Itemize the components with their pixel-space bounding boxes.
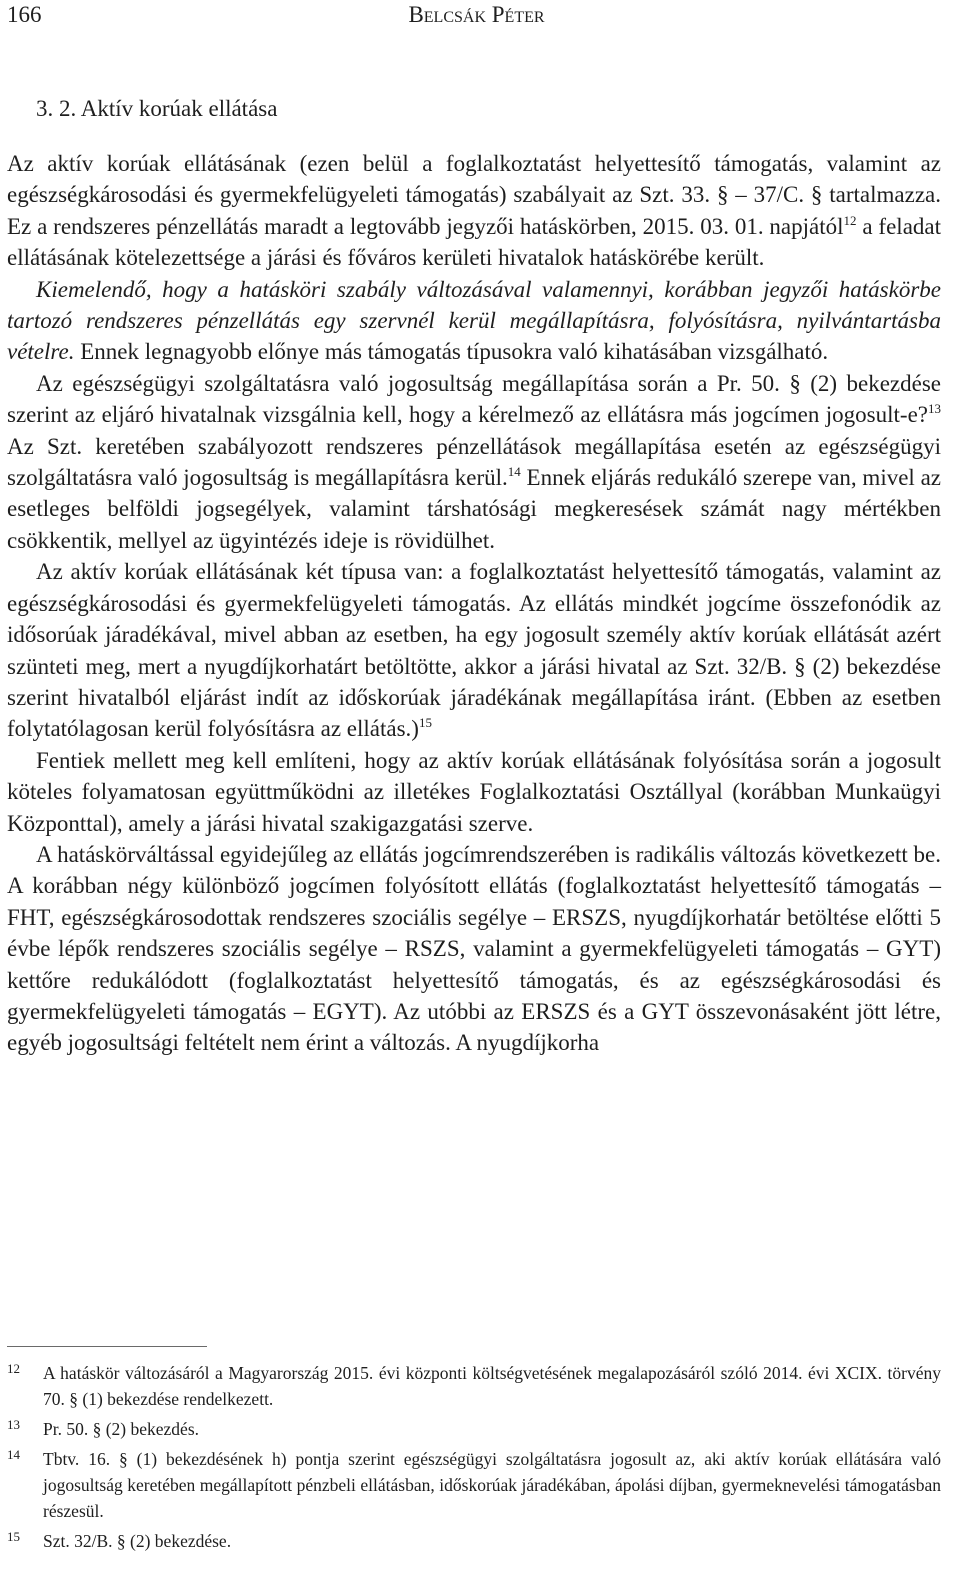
footnote-ref-15[interactable]: 15: [418, 715, 432, 731]
section-heading: 3. 2. Aktív korúak ellátása: [36, 96, 278, 121]
footnote-text: Pr. 50. § (2) bekezdés.: [43, 1419, 200, 1439]
author-name: Belcsák Péter: [408, 2, 545, 27]
paragraph-3-text-a: Az egészségügyi szolgáltatásra való jogosultság megállapítása során a Pr. 50. § (2) bekezdése szerint az eljáró hivatalnak vizsgálnia kell, hogy a kérelmező az ellátásra más jogcímen jogosult-e?: [7, 370, 941, 428]
paragraph-3-text-b: Az Szt. keretében szabályozott rendszeres pénzellátások megállapítása esetén az egészségügyi szolgáltatásra való jogosultság is megállapításra kerül.: [7, 433, 941, 491]
footnote-15: [7, 1528, 941, 1554]
footnote-text: A hatáskör változásáról a Magyarország 2015. évi központi költségvetésének megalapozásáról szóló 2014. évi XCIX. törvény 70. § (1) bekezdése rendelkezett.: [43, 1363, 941, 1409]
paragraph-1: [7, 148, 941, 274]
footnote-separator: [7, 1346, 207, 1347]
footnote-text: Szt. 32/B. § (2) bekezdése.: [43, 1531, 232, 1551]
paragraph-6: A hatáskörváltással egyidejűleg az ellátás jogcímrendszerében is radikális változás következett be. A korábban négy különböző jogcímen folyósított ellátás (foglalkoztatást helyettesítő támogatás – FHT, egészségkárosodottak rendszeres szociális segélye – ERSZS, nyugdíjkorhatár betöltése előtti 5 évbe lépők rendszeres szociális segélye – RSZS, valamint a gyermekfelügyeleti támogatás – GYT) kettőre redukálódott (foglalkoztatást helyettesítő támogatás, és az egészségkárosodási és gyermekfelügyeleti támogatás – EGYT). Az utóbbi az ERSZS és a GYT összevonásaként jött létre, egyéb jogosultsági feltételt nem érint a változás. A nyugdíjkorha: [7, 841, 941, 1056]
running-header: [7, 2, 946, 32]
footnote-text: Tbtv. 16. § (1) bekezdésének h) pontja szerint egészségügyi szolgáltatásra jogosult az, aki aktív korúak ellátására való jogosultság keretében megállapított pénzbeli ellátásban, időskorúak járadékában, ápolási díjban, gyermeknevelési támogatásban részesül.: [43, 1449, 941, 1521]
footnote-14: [7, 1446, 941, 1524]
paragraph-5: Fentiek mellett meg kell említeni, hogy az aktív korúak ellátásának folyósítása során a jogosult köteles folyamatosan együttműködni az illetékes Foglalkoztatási Osztállyal (korábban Munkaügyi Központtal), amely a járási hivatal szakigazgatási szerve.: [7, 747, 941, 836]
footnote-12: [7, 1360, 941, 1412]
paragraph-4-text: Az aktív korúak ellátásának két típusa van: a foglalkoztatást helyettesítő támogatás, valamint az egészségkárosodási és gyermekfelügyeleti támogatás. Az ellátás mindkét jogcíme összefonódik az idősorúak járadékával, mivel abban az esetben, ha egy jogosult személy aktív korúak ellátását azért szünteti meg, mert a nyugdíjkorhatárt betöltötte, akkor a járási hivatal az Szt. 32/B. § (2) bekezdése szerint hivatalból eljárást indít az időskorúak járadékának megállapítása iránt. (Ebben az esetben folytatólagosan kerül folyósításra az ellátás.): [7, 559, 941, 742]
footnote-ref-13[interactable]: 13: [928, 401, 941, 417]
paragraph-2-italic: Kiemelendő, hogy a hatásköri szabály változásával valamennyi, korábban jegyzői hatáskörbe tartozó rendszeres pénzellátás egy szervnél kerül megállapításra, folyósításra, nyilvántartásba vételre.: [7, 276, 941, 365]
page-number: 166: [7, 2, 42, 27]
paragraph-1-text: Az aktív korúak ellátásának (ezen belül a foglalkoztatást helyettesítő támogatás, valamint az egészségkárosodási és gyermekfelügyeleti támogatás) szabályait az Szt. 33. § – 37/C. § tartalmazza. Ez a rendszeres pénzellátás maradt a legtovább jegyzői hatáskörben, 2015. 03. 01. napjától: [7, 151, 941, 239]
footnote-ref-14[interactable]: 14: [507, 464, 521, 480]
paragraph-4: [7, 556, 941, 744]
footnote-number: 14: [7, 1447, 20, 1462]
running-author: [7, 2, 946, 28]
footnotes: [7, 1360, 941, 1558]
paragraph-3-text-c: Ennek eljárás redukáló szerepe van, mivel az esetleges belföldi jogsegélyek, valamint társhatósági megkeresések számát nagy mértékben csökkentik, mellyel az ügyintézés ideje is rövidülhet.: [7, 465, 941, 553]
footnote-ref-12[interactable]: 12: [843, 212, 857, 228]
footnote-number: 15: [7, 1529, 20, 1544]
paragraph-2-text: Ennek legnagyobb előnye más támogatás típusokra való kihatásában vizsgálható.: [74, 339, 829, 365]
paragraph-2: [7, 274, 941, 368]
paragraph-3: [7, 368, 941, 556]
footnote-number: 13: [7, 1417, 20, 1432]
body-text: [7, 148, 941, 1059]
footnote-13: [7, 1416, 941, 1442]
paragraph-1-continuation: a feladat ellátásának kötelezettsége a járási és főváros kerületi hivatalok hatáskörébe került.: [7, 213, 941, 271]
footnote-number: 12: [7, 1361, 20, 1376]
